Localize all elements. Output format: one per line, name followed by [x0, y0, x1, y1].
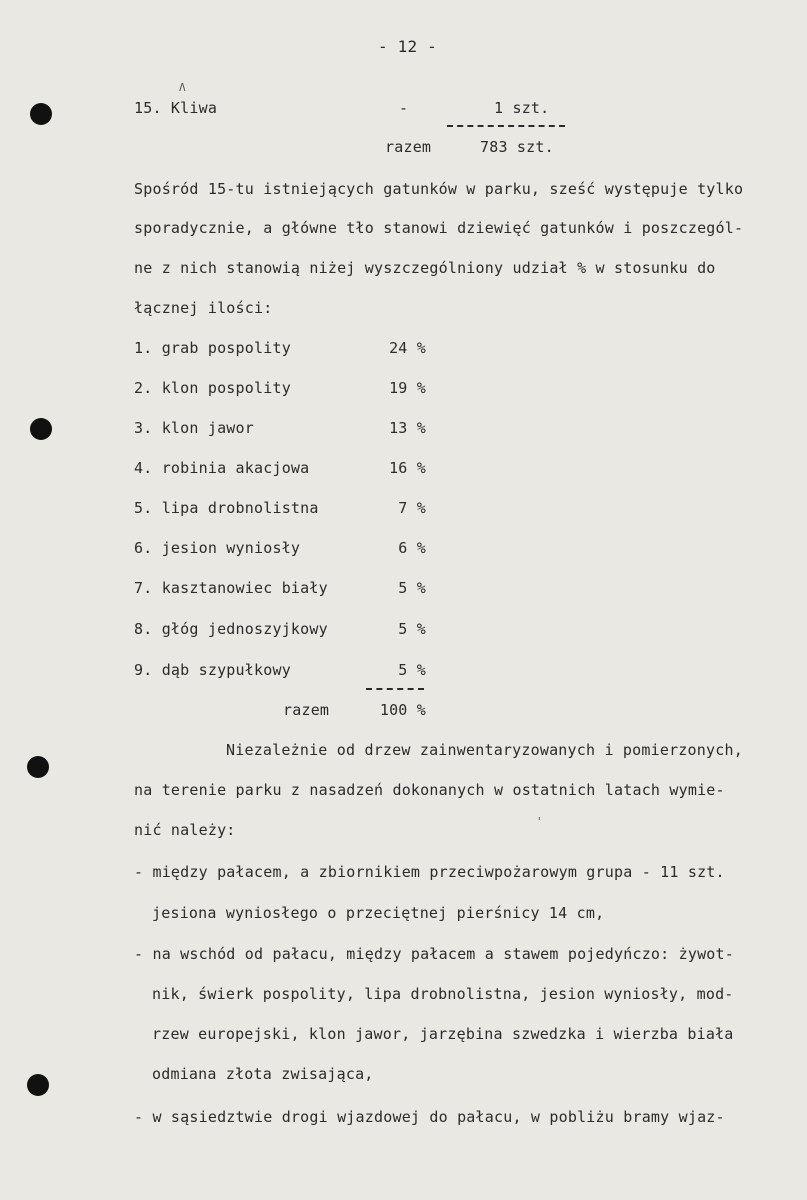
species-percent: 5 % — [398, 620, 426, 638]
bullet-line: odmiana złota zwisająca, — [152, 1065, 374, 1083]
bullet-line: - na wschód od pałacu, między pałacem a stawem pojedyńczo: żywot- — [134, 945, 734, 963]
intro-line: Spośród 15-tu istniejących gatunków w parku, sześć występuje tylko — [134, 180, 744, 198]
bullet-line: - w sąsiedztwie drogi wjazdowej do pałacu, w pobliżu bramy wjaz- — [134, 1108, 725, 1126]
species-percent: 5 % — [398, 579, 426, 597]
bullet-line: rzew europejski, klon jawor, jarzębina szwedzka i wierzba biała — [152, 1025, 734, 1043]
species-label: 9. dąb szypułkowy — [134, 661, 291, 679]
species-percent: 16 % — [389, 459, 426, 477]
total-label: razem — [385, 138, 432, 156]
total-value: 783 szt. — [480, 138, 554, 156]
item15-label: 15. Kliwa — [134, 99, 218, 117]
binder-hole — [30, 103, 52, 125]
species-label: 2. klon pospolity — [134, 379, 291, 397]
intro-line: sporadycznie, a główne tło stanowi dziewięć gatunków i poszczegól- — [134, 219, 744, 237]
paragraph-line: Niezależnie od drzew zainwentaryzowanych i pomierzonych, — [226, 741, 743, 759]
species-percent: 19 % — [389, 379, 426, 397]
species-percent: 24 % — [389, 339, 426, 357]
bullet-line: nik, świerk pospolity, lipa drobnolistna, jesion wyniosły, mod- — [152, 985, 734, 1003]
intro-line: łącznej ilości: — [134, 299, 273, 317]
paragraph-line: na terenie parku z nasadzeń dokonanych w ostatnich latach wymie- — [134, 781, 725, 799]
bullet-line: - między pałacem, a zbiornikiem przeciwpożarowym grupa - 11 szt. — [134, 863, 725, 881]
species-label: 3. klon jawor — [134, 419, 254, 437]
percent-total-label: razem — [283, 701, 330, 719]
species-percent: 13 % — [389, 419, 426, 437]
species-label: 5. lipa drobnolistna — [134, 499, 319, 517]
item15-count: 1 szt. — [494, 99, 550, 117]
bullet-line: jesiona wyniosłego o przeciętnej pierśnicy 14 cm, — [152, 904, 605, 922]
binder-hole — [27, 756, 49, 778]
binder-hole — [30, 418, 52, 440]
sum-rule — [447, 125, 565, 127]
species-percent: 5 % — [398, 661, 426, 679]
binder-hole — [27, 1074, 49, 1096]
species-label: 1. grab pospolity — [134, 339, 291, 357]
percent-total-value: 100 % — [379, 701, 426, 719]
handwritten-mark: ' — [536, 815, 543, 828]
handwritten-accent-mark: Λ — [179, 81, 186, 94]
species-percent: 6 % — [398, 539, 426, 557]
species-label: 6. jesion wyniosły — [134, 539, 301, 557]
paragraph-line: nić należy: — [134, 821, 236, 839]
intro-line: ne z nich stanowią niżej wyszczególniony udział % w stosunku do — [134, 259, 716, 277]
species-label: 4. robinia akacjowa — [134, 459, 310, 477]
species-percent: 7 % — [398, 499, 426, 517]
percent-sum-rule — [366, 688, 424, 690]
page-number: - 12 - — [378, 37, 437, 56]
item15-dash: - — [399, 99, 409, 117]
species-label: 7. kasztanowiec biały — [134, 579, 328, 597]
species-label: 8. głóg jednoszyjkowy — [134, 620, 328, 638]
